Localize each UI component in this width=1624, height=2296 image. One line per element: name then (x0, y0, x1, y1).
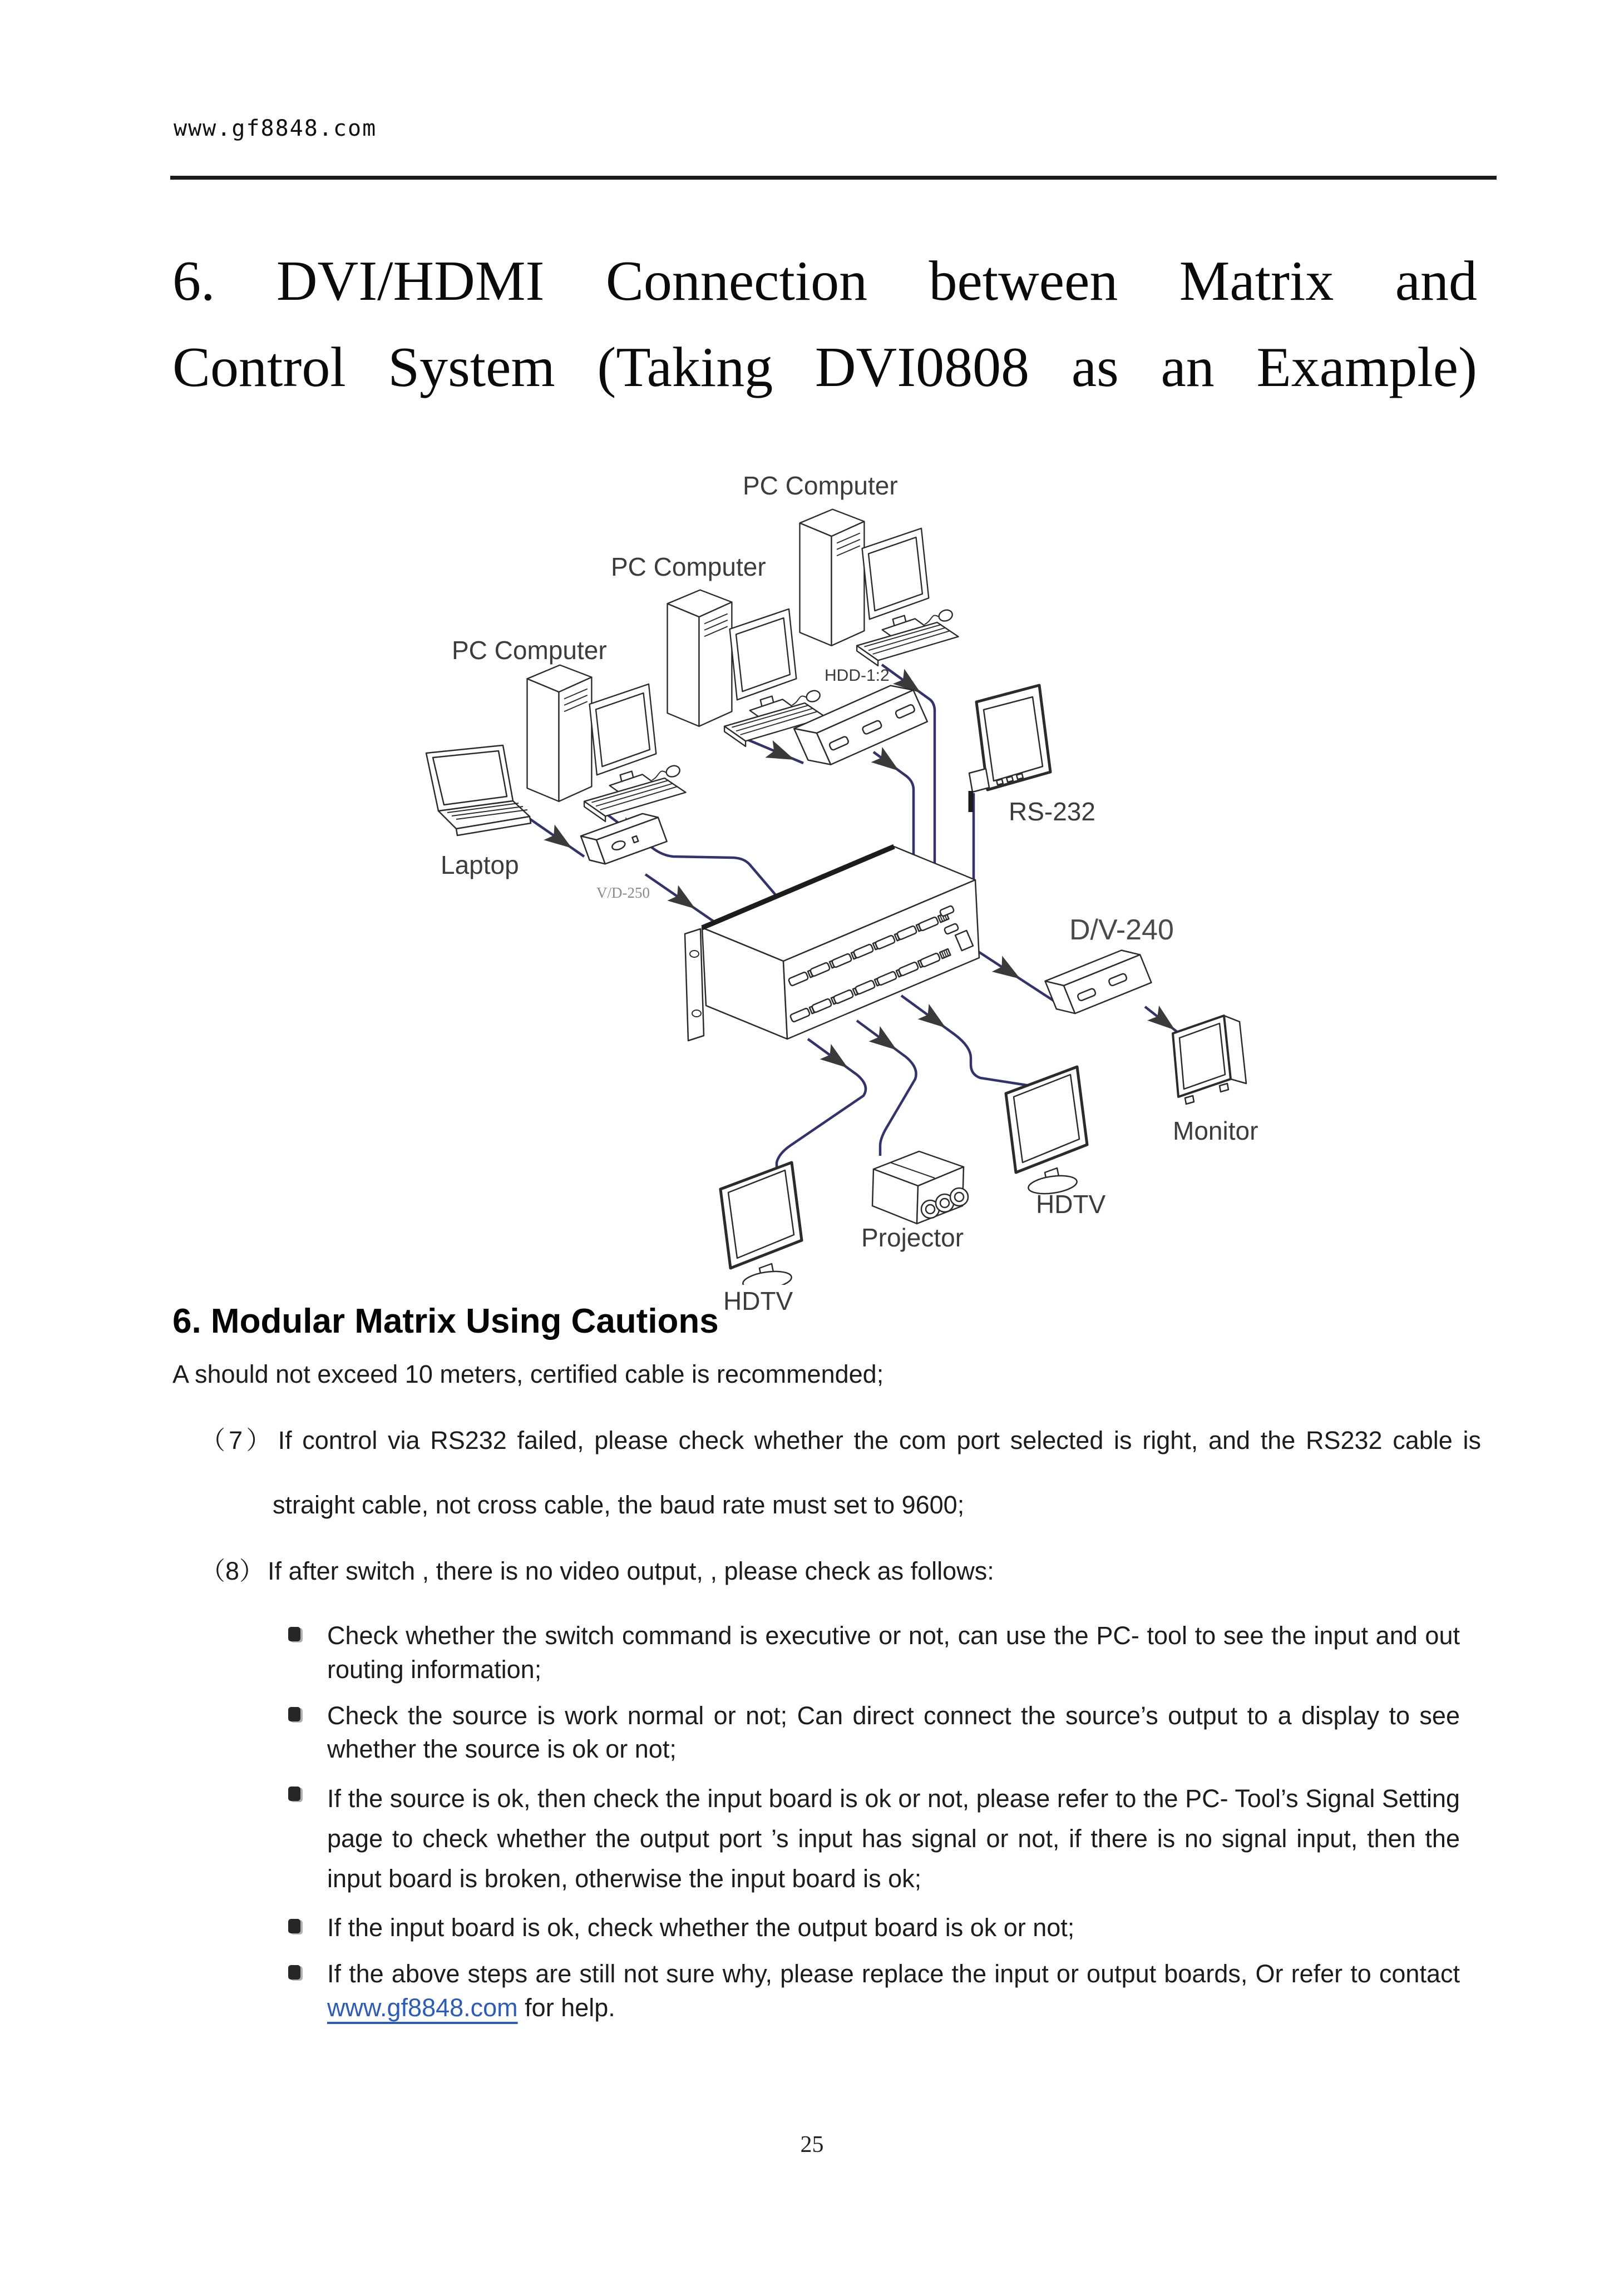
list-item-text-post: for help. (517, 1993, 615, 2022)
pc-computer-3-icon (527, 665, 686, 822)
list-item-text: Check the source is work normal or not; Can direct connect the source’s output to a display to see whether the source is ok or not; (327, 1701, 1460, 1764)
bullet-icon (288, 1787, 300, 1801)
checklist (288, 1619, 1460, 2025)
label-pc-computer-1: PC Computer (743, 471, 898, 500)
label-hdd-splitter: HDD-1:2 (825, 666, 890, 685)
bullet-icon (288, 1919, 300, 1933)
list-item (288, 1957, 1460, 2025)
caution-item-7-line2: straight cable, not cross cable, the baud rate must set to 9600; (273, 1491, 965, 1519)
page-title-line1: 6. DVI/HDMI Connection between Matrix and (172, 250, 1477, 313)
cautions-heading: 6. Modular Matrix Using Cautions (172, 1302, 719, 1340)
caution-item-7-label: （7） (200, 1426, 275, 1454)
crt-monitor-icon (1173, 1016, 1246, 1104)
list-item-text: If the source is ok, then check the input board is ok or not, please refer to the PC- Tool’s Signal Setting page to check whether the output port ’s input has signal or not, if there is no signal input, then the input board is broken, otherwise the input board is ok; (327, 1784, 1460, 1893)
label-vd250: V/D-250 (596, 884, 650, 901)
bullet-icon (288, 1707, 300, 1721)
cable-matrix-to-hdtv-left (777, 1039, 866, 1174)
label-hdtv-left: HDTV (723, 1286, 793, 1315)
label-rs232: RS-232 (1009, 797, 1095, 826)
list-item (288, 1911, 1460, 1945)
hdtv-left-icon (720, 1162, 802, 1285)
cable-pc2-to-hdd (748, 740, 803, 769)
caution-item-8-text: If after switch , there is no video output, , please check as follows: (268, 1557, 994, 1585)
header-divider (170, 176, 1497, 180)
list-item-text: Check whether the switch command is executive or not, can use the PC- tool to see the input and out routing information; (327, 1621, 1460, 1684)
page-number: 25 (800, 2132, 824, 2158)
vd250-converter-icon (581, 809, 667, 869)
bullet-icon (288, 1627, 300, 1641)
matrix-chassis-icon (685, 847, 979, 1041)
caution-item-7-text: If control via RS232 failed, please check whether the com port selected is right, and the RS232 cable is (278, 1426, 1481, 1454)
cable-matrix-to-dv240 (978, 951, 1056, 1002)
caution-item-8 (172, 1551, 1481, 1587)
cable-laptop-to-vd250 (526, 817, 584, 857)
cautions-intro: A should not exceed 10 meters, certified cable is recommended; (172, 1360, 884, 1388)
connection-diagram (0, 451, 1624, 1315)
caution-item-8-label: （8） (200, 1557, 265, 1585)
label-projector: Projector (861, 1223, 964, 1252)
pc-computer-1-icon (800, 509, 959, 666)
page-title (172, 238, 1477, 410)
bullet-icon (288, 1965, 300, 1980)
laptop-icon (426, 745, 531, 835)
hdtv-right-icon (1006, 1067, 1087, 1196)
label-pc-computer-2: PC Computer (611, 552, 766, 581)
list-item-text (327, 1957, 1460, 2025)
diagram-line-art (0, 451, 1624, 1285)
caution-item-7 (172, 1420, 1481, 1456)
label-hdtv-right: HDTV (1036, 1190, 1106, 1219)
label-monitor: Monitor (1173, 1116, 1258, 1145)
rs232-control-panel-icon (969, 685, 1050, 812)
list-item (288, 1619, 1460, 1687)
cable-matrix-to-hdtv-right (901, 996, 1030, 1086)
list-item-text: If the input board is ok, check whether the output board is ok or not; (327, 1913, 1075, 1942)
label-laptop: Laptop (441, 850, 519, 879)
label-pc-computer-3: PC Computer (452, 636, 607, 665)
cautions-section (172, 1302, 1481, 2025)
projector-icon (872, 1151, 968, 1224)
label-dv240: D/V-240 (1069, 914, 1174, 946)
header-url: www.gf8848.com (174, 116, 377, 141)
gf8848-link[interactable]: www.gf8848.com (327, 1993, 518, 2022)
list-item (288, 1779, 1460, 1899)
list-item-text-pre: If the above steps are still not sure why, please replace the input or output boards, Or refer to contact (327, 1959, 1460, 1988)
page-title-line2: Control System (Taking DVI0808 as an Example) (172, 336, 1477, 399)
list-item (288, 1699, 1460, 1767)
dv240-converter-icon (1045, 944, 1152, 1020)
